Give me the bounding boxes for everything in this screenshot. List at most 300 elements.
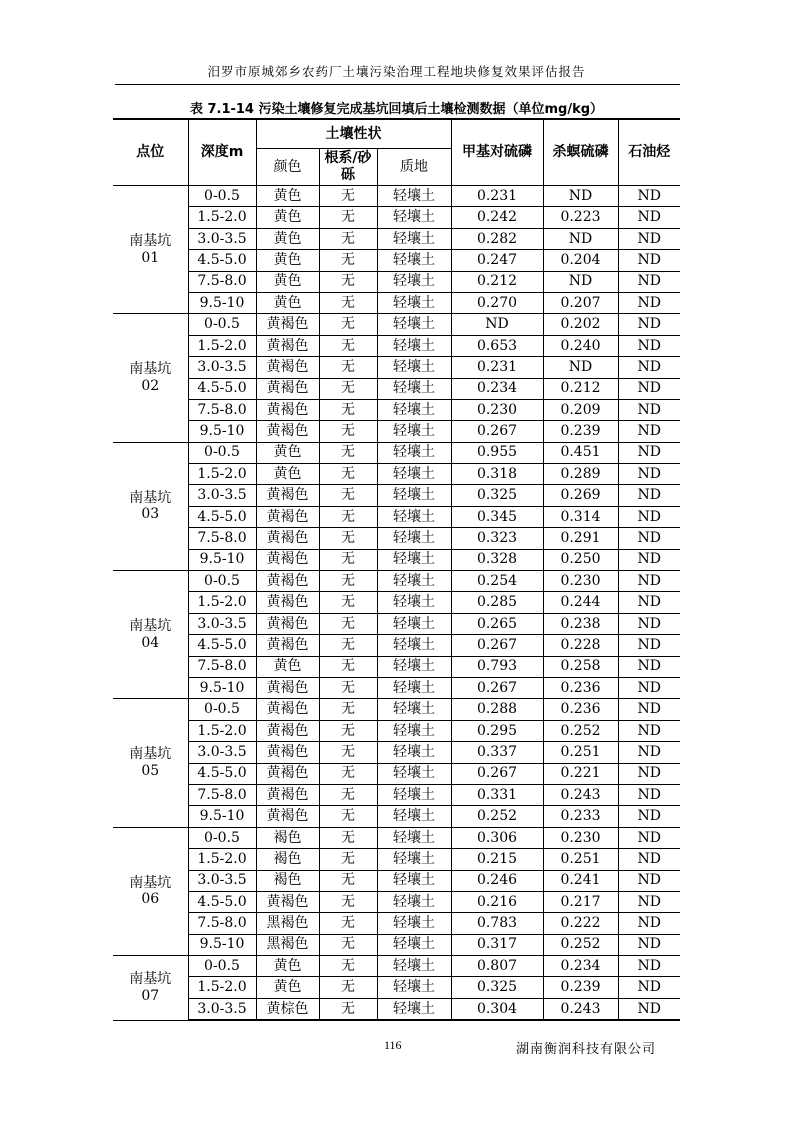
texture-cell: 轻壤土 (377, 849, 451, 870)
depth-cell: 3.0-3.5 (188, 485, 256, 506)
roots-cell: 无 (319, 399, 377, 420)
table-row (113, 271, 680, 292)
depth-cell: 7.5-8.0 (188, 784, 256, 805)
point-cell: 南基坑 04 (113, 571, 188, 699)
fenitrothion-cell: ND (543, 271, 618, 292)
petroleum-cell: ND (618, 378, 680, 399)
page-number: 116 (384, 1038, 402, 1052)
methyl-parathion-cell: 0.282 (451, 228, 543, 249)
color-cell: 黄褐色 (256, 742, 319, 763)
petroleum-cell: ND (618, 335, 680, 356)
roots-cell: 无 (319, 806, 377, 827)
petroleum-cell: ND (618, 186, 680, 207)
texture-cell: 轻壤土 (377, 335, 451, 356)
table-row (113, 720, 680, 741)
texture-cell: 轻壤土 (377, 656, 451, 677)
petroleum-cell: ND (618, 977, 680, 998)
roots-cell: 无 (319, 977, 377, 998)
table-row (113, 635, 680, 656)
petroleum-cell: ND (618, 228, 680, 249)
depth-cell: 7.5-8.0 (188, 271, 256, 292)
color-cell: 黄褐色 (256, 399, 319, 420)
roots-cell: 无 (319, 207, 377, 228)
depth-cell: 3.0-3.5 (188, 357, 256, 378)
col-header-depth: 深度m (188, 119, 256, 186)
header-rule (115, 84, 680, 85)
methyl-parathion-cell: 0.285 (451, 592, 543, 613)
roots-cell: 无 (319, 998, 377, 1020)
roots-cell: 无 (319, 485, 377, 506)
fenitrothion-cell: 0.212 (543, 378, 618, 399)
roots-cell: 无 (319, 357, 377, 378)
table-row (113, 827, 680, 848)
col-header-color: 颜色 (256, 149, 319, 186)
methyl-parathion-cell: 0.267 (451, 635, 543, 656)
color-cell: 黄褐色 (256, 763, 319, 784)
texture-cell: 轻壤土 (377, 399, 451, 420)
depth-cell: 0-0.5 (188, 314, 256, 335)
table-row (113, 528, 680, 549)
roots-cell: 无 (319, 913, 377, 934)
petroleum-cell: ND (618, 485, 680, 506)
table-row (113, 613, 680, 634)
point-cell: 南基坑 02 (113, 314, 188, 442)
fenitrothion-cell: 0.209 (543, 399, 618, 420)
petroleum-cell: ND (618, 635, 680, 656)
roots-cell: 无 (319, 571, 377, 592)
table-row (113, 228, 680, 249)
fenitrothion-cell: 0.234 (543, 956, 618, 977)
petroleum-cell: ND (618, 956, 680, 977)
color-cell: 黄色 (256, 464, 319, 485)
color-cell: 黄褐色 (256, 421, 319, 442)
fenitrothion-cell: 0.251 (543, 849, 618, 870)
petroleum-cell: ND (618, 271, 680, 292)
roots-cell: 无 (319, 635, 377, 656)
texture-cell: 轻壤土 (377, 421, 451, 442)
roots-cell: 无 (319, 870, 377, 891)
texture-cell: 轻壤土 (377, 891, 451, 912)
fenitrothion-cell: 0.223 (543, 207, 618, 228)
roots-cell: 无 (319, 699, 377, 720)
petroleum-cell: ND (618, 250, 680, 271)
color-cell: 黄色 (256, 228, 319, 249)
petroleum-cell: ND (618, 506, 680, 527)
depth-cell: 4.5-5.0 (188, 506, 256, 527)
color-cell: 黄褐色 (256, 528, 319, 549)
color-cell: 黄褐色 (256, 635, 319, 656)
col-header-petroleum: 石油烃 (618, 119, 680, 186)
roots-cell: 无 (319, 784, 377, 805)
color-cell: 黄色 (256, 271, 319, 292)
depth-cell: 3.0-3.5 (188, 870, 256, 891)
fenitrothion-cell: 0.207 (543, 292, 618, 313)
roots-cell: 无 (319, 250, 377, 271)
methyl-parathion-cell: 0.252 (451, 806, 543, 827)
roots-cell: 无 (319, 934, 377, 955)
table-row (113, 549, 680, 570)
methyl-parathion-cell: 0.295 (451, 720, 543, 741)
fenitrothion-cell: 0.240 (543, 335, 618, 356)
color-cell: 褐色 (256, 849, 319, 870)
point-cell: 南基坑 07 (113, 956, 188, 1021)
roots-cell: 无 (319, 656, 377, 677)
color-cell: 黄褐色 (256, 592, 319, 613)
col-header-methyl-parathion: 甲基对硫磷 (451, 119, 543, 186)
methyl-parathion-cell: 0.317 (451, 934, 543, 955)
roots-cell: 无 (319, 506, 377, 527)
depth-cell: 0-0.5 (188, 956, 256, 977)
col-header-soil-properties: 土壤性状 (256, 119, 451, 149)
depth-cell: 3.0-3.5 (188, 742, 256, 763)
texture-cell: 轻壤土 (377, 827, 451, 848)
petroleum-cell: ND (618, 292, 680, 313)
methyl-parathion-cell: 0.267 (451, 421, 543, 442)
fenitrothion-cell: 0.230 (543, 571, 618, 592)
depth-cell: 1.5-2.0 (188, 464, 256, 485)
table-row (113, 742, 680, 763)
petroleum-cell: ND (618, 528, 680, 549)
fenitrothion-cell: 0.204 (543, 250, 618, 271)
fenitrothion-cell: 0.221 (543, 763, 618, 784)
col-header-texture: 质地 (377, 149, 451, 186)
methyl-parathion-cell: 0.306 (451, 827, 543, 848)
roots-cell: 无 (319, 849, 377, 870)
methyl-parathion-cell: 0.254 (451, 571, 543, 592)
color-cell: 黄褐色 (256, 378, 319, 399)
fenitrothion-cell: 0.244 (543, 592, 618, 613)
fenitrothion-cell: 0.233 (543, 806, 618, 827)
roots-cell: 无 (319, 421, 377, 442)
fenitrothion-cell: 0.243 (543, 784, 618, 805)
petroleum-cell: ND (618, 699, 680, 720)
methyl-parathion-cell: 0.318 (451, 464, 543, 485)
texture-cell: 轻壤土 (377, 485, 451, 506)
petroleum-cell: ND (618, 314, 680, 335)
depth-cell: 9.5-10 (188, 806, 256, 827)
color-cell: 黄褐色 (256, 806, 319, 827)
point-cell: 南基坑 01 (113, 186, 188, 314)
table-row (113, 571, 680, 592)
texture-cell: 轻壤土 (377, 464, 451, 485)
color-cell: 黄褐色 (256, 699, 319, 720)
petroleum-cell: ND (618, 549, 680, 570)
color-cell: 黄褐色 (256, 357, 319, 378)
color-cell: 褐色 (256, 870, 319, 891)
color-cell: 黄褐色 (256, 784, 319, 805)
depth-cell: 4.5-5.0 (188, 378, 256, 399)
petroleum-cell: ND (618, 934, 680, 955)
methyl-parathion-cell: 0.267 (451, 677, 543, 698)
report-header: 汨罗市原城郊乡农药厂土壤污染治理工程地块修复效果评估报告 (207, 64, 586, 79)
color-cell: 褐色 (256, 827, 319, 848)
depth-cell: 1.5-2.0 (188, 207, 256, 228)
depth-cell: 3.0-3.5 (188, 998, 256, 1020)
table-row (113, 656, 680, 677)
fenitrothion-cell: 0.222 (543, 913, 618, 934)
depth-cell: 0-0.5 (188, 571, 256, 592)
fenitrothion-cell: 0.291 (543, 528, 618, 549)
texture-cell: 轻壤土 (377, 677, 451, 698)
table-row (113, 442, 680, 463)
color-cell: 黄色 (256, 292, 319, 313)
roots-cell: 无 (319, 528, 377, 549)
depth-cell: 9.5-10 (188, 934, 256, 955)
fenitrothion-cell: ND (543, 357, 618, 378)
col-header-roots: 根系/砂砾 (319, 149, 377, 186)
methyl-parathion-cell: 0.304 (451, 998, 543, 1020)
color-cell: 黄褐色 (256, 720, 319, 741)
petroleum-cell: ND (618, 742, 680, 763)
methyl-parathion-cell: 0.242 (451, 207, 543, 228)
fenitrothion-cell: 0.252 (543, 934, 618, 955)
petroleum-cell: ND (618, 442, 680, 463)
depth-cell: 1.5-2.0 (188, 977, 256, 998)
texture-cell: 轻壤土 (377, 998, 451, 1020)
col-header-point: 点位 (113, 119, 188, 186)
table-row (113, 421, 680, 442)
color-cell: 黄色 (256, 956, 319, 977)
color-cell: 黄褐色 (256, 335, 319, 356)
methyl-parathion-cell: 0.328 (451, 549, 543, 570)
texture-cell: 轻壤土 (377, 934, 451, 955)
color-cell: 黑褐色 (256, 913, 319, 934)
color-cell: 黄褐色 (256, 677, 319, 698)
depth-cell: 7.5-8.0 (188, 528, 256, 549)
fenitrothion-cell: 0.241 (543, 870, 618, 891)
fenitrothion-cell: 0.314 (543, 506, 618, 527)
roots-cell: 无 (319, 891, 377, 912)
roots-cell: 无 (319, 186, 377, 207)
texture-cell: 轻壤土 (377, 613, 451, 634)
color-cell: 黄色 (256, 207, 319, 228)
roots-cell: 无 (319, 720, 377, 741)
table-row (113, 763, 680, 784)
table-row (113, 592, 680, 613)
depth-cell: 1.5-2.0 (188, 720, 256, 741)
fenitrothion-cell: 0.239 (543, 977, 618, 998)
petroleum-cell: ND (618, 720, 680, 741)
methyl-parathion-cell: 0.215 (451, 849, 543, 870)
petroleum-cell: ND (618, 613, 680, 634)
petroleum-cell: ND (618, 357, 680, 378)
roots-cell: 无 (319, 613, 377, 634)
petroleum-cell: ND (618, 677, 680, 698)
methyl-parathion-cell: 0.231 (451, 357, 543, 378)
fenitrothion-cell: 0.250 (543, 549, 618, 570)
depth-cell: 1.5-2.0 (188, 849, 256, 870)
petroleum-cell: ND (618, 399, 680, 420)
depth-cell: 7.5-8.0 (188, 656, 256, 677)
depth-cell: 9.5-10 (188, 292, 256, 313)
roots-cell: 无 (319, 314, 377, 335)
methyl-parathion-cell: 0.337 (451, 742, 543, 763)
depth-cell: 7.5-8.0 (188, 913, 256, 934)
depth-cell: 0-0.5 (188, 827, 256, 848)
table-row (113, 506, 680, 527)
fenitrothion-cell: 0.251 (543, 742, 618, 763)
depth-cell: 0-0.5 (188, 699, 256, 720)
col-header-fenitrothion: 杀螟硫磷 (543, 119, 618, 186)
methyl-parathion-cell: 0.216 (451, 891, 543, 912)
table-row (113, 870, 680, 891)
fenitrothion-cell: 0.258 (543, 656, 618, 677)
methyl-parathion-cell: 0.231 (451, 186, 543, 207)
methyl-parathion-cell: 0.212 (451, 271, 543, 292)
fenitrothion-cell: 0.228 (543, 635, 618, 656)
petroleum-cell: ND (618, 849, 680, 870)
depth-cell: 3.0-3.5 (188, 613, 256, 634)
roots-cell: 无 (319, 442, 377, 463)
texture-cell: 轻壤土 (377, 528, 451, 549)
texture-cell: 轻壤土 (377, 314, 451, 335)
color-cell: 黄褐色 (256, 506, 319, 527)
table-caption: 表 7.1-14 污染土壤修复完成基坑回填后土壤检测数据（单位mg/kg） (189, 102, 604, 117)
table-row (113, 913, 680, 934)
texture-cell: 轻壤土 (377, 228, 451, 249)
methyl-parathion-cell: 0.246 (451, 870, 543, 891)
depth-cell: 4.5-5.0 (188, 891, 256, 912)
texture-cell: 轻壤土 (377, 506, 451, 527)
methyl-parathion-cell: 0.247 (451, 250, 543, 271)
texture-cell: 轻壤土 (377, 271, 451, 292)
color-cell: 黄色 (256, 186, 319, 207)
color-cell: 黄褐色 (256, 891, 319, 912)
depth-cell: 9.5-10 (188, 549, 256, 570)
roots-cell: 无 (319, 592, 377, 613)
methyl-parathion-cell: 0.325 (451, 485, 543, 506)
fenitrothion-cell: 0.243 (543, 998, 618, 1020)
texture-cell: 轻壤土 (377, 549, 451, 570)
color-cell: 黄褐色 (256, 613, 319, 634)
texture-cell: 轻壤土 (377, 250, 451, 271)
table-row (113, 934, 680, 955)
table-row (113, 464, 680, 485)
petroleum-cell: ND (618, 207, 680, 228)
table-row (113, 784, 680, 805)
table-row (113, 399, 680, 420)
roots-cell: 无 (319, 271, 377, 292)
table-row (113, 378, 680, 399)
texture-cell: 轻壤土 (377, 292, 451, 313)
methyl-parathion-cell: 0.345 (451, 506, 543, 527)
texture-cell: 轻壤土 (377, 913, 451, 934)
fenitrothion-cell: 0.252 (543, 720, 618, 741)
fenitrothion-cell: 0.236 (543, 677, 618, 698)
table-row (113, 849, 680, 870)
methyl-parathion-cell: 0.323 (451, 528, 543, 549)
roots-cell: 无 (319, 677, 377, 698)
texture-cell: 轻壤土 (377, 699, 451, 720)
petroleum-cell: ND (618, 464, 680, 485)
methyl-parathion-cell: 0.783 (451, 913, 543, 934)
methyl-parathion-cell: 0.265 (451, 613, 543, 634)
table-row (113, 485, 680, 506)
depth-cell: 0-0.5 (188, 186, 256, 207)
color-cell: 黄棕色 (256, 998, 319, 1020)
color-cell: 黄褐色 (256, 485, 319, 506)
fenitrothion-cell: ND (543, 228, 618, 249)
point-cell: 南基坑 03 (113, 442, 188, 570)
depth-cell: 9.5-10 (188, 677, 256, 698)
color-cell: 黄色 (256, 250, 319, 271)
texture-cell: 轻壤土 (377, 186, 451, 207)
table-row (113, 806, 680, 827)
table-row (113, 677, 680, 698)
methyl-parathion-cell: 0.234 (451, 378, 543, 399)
color-cell: 黄色 (256, 442, 319, 463)
texture-cell: 轻壤土 (377, 635, 451, 656)
petroleum-cell: ND (618, 870, 680, 891)
fenitrothion-cell: 0.202 (543, 314, 618, 335)
table-row (113, 335, 680, 356)
color-cell: 黄褐色 (256, 549, 319, 570)
texture-cell: 轻壤土 (377, 784, 451, 805)
table-row (113, 186, 680, 207)
depth-cell: 4.5-5.0 (188, 635, 256, 656)
fenitrothion-cell: 0.451 (543, 442, 618, 463)
petroleum-cell: ND (618, 421, 680, 442)
fenitrothion-cell: 0.289 (543, 464, 618, 485)
point-cell: 南基坑 05 (113, 699, 188, 827)
table-row (113, 292, 680, 313)
fenitrothion-cell: 0.269 (543, 485, 618, 506)
table-row (113, 250, 680, 271)
texture-cell: 轻壤土 (377, 870, 451, 891)
depth-cell: 4.5-5.0 (188, 763, 256, 784)
petroleum-cell: ND (618, 592, 680, 613)
table-row (113, 998, 680, 1020)
color-cell: 黄褐色 (256, 571, 319, 592)
texture-cell: 轻壤土 (377, 763, 451, 784)
depth-cell: 1.5-2.0 (188, 335, 256, 356)
table-row (113, 207, 680, 228)
methyl-parathion-cell: 0.331 (451, 784, 543, 805)
fenitrothion-cell: 0.236 (543, 699, 618, 720)
fenitrothion-cell: 0.217 (543, 891, 618, 912)
roots-cell: 无 (319, 549, 377, 570)
petroleum-cell: ND (618, 784, 680, 805)
texture-cell: 轻壤土 (377, 806, 451, 827)
depth-cell: 0-0.5 (188, 442, 256, 463)
point-cell: 南基坑 06 (113, 827, 188, 955)
texture-cell: 轻壤土 (377, 592, 451, 613)
table-body (113, 186, 680, 1021)
table-row (113, 357, 680, 378)
petroleum-cell: ND (618, 571, 680, 592)
roots-cell: 无 (319, 292, 377, 313)
color-cell: 黑褐色 (256, 934, 319, 955)
color-cell: 黄褐色 (256, 314, 319, 335)
petroleum-cell: ND (618, 827, 680, 848)
roots-cell: 无 (319, 335, 377, 356)
depth-cell: 9.5-10 (188, 421, 256, 442)
table-row (113, 314, 680, 335)
methyl-parathion-cell: 0.793 (451, 656, 543, 677)
methyl-parathion-cell: 0.267 (451, 763, 543, 784)
depth-cell: 1.5-2.0 (188, 592, 256, 613)
texture-cell: 轻壤土 (377, 442, 451, 463)
petroleum-cell: ND (618, 656, 680, 677)
table-row (113, 956, 680, 977)
fenitrothion-cell: 0.239 (543, 421, 618, 442)
table-row (113, 891, 680, 912)
fenitrothion-cell: ND (543, 186, 618, 207)
methyl-parathion-cell: 0.270 (451, 292, 543, 313)
roots-cell: 无 (319, 742, 377, 763)
color-cell: 黄色 (256, 656, 319, 677)
fenitrothion-cell: 0.230 (543, 827, 618, 848)
